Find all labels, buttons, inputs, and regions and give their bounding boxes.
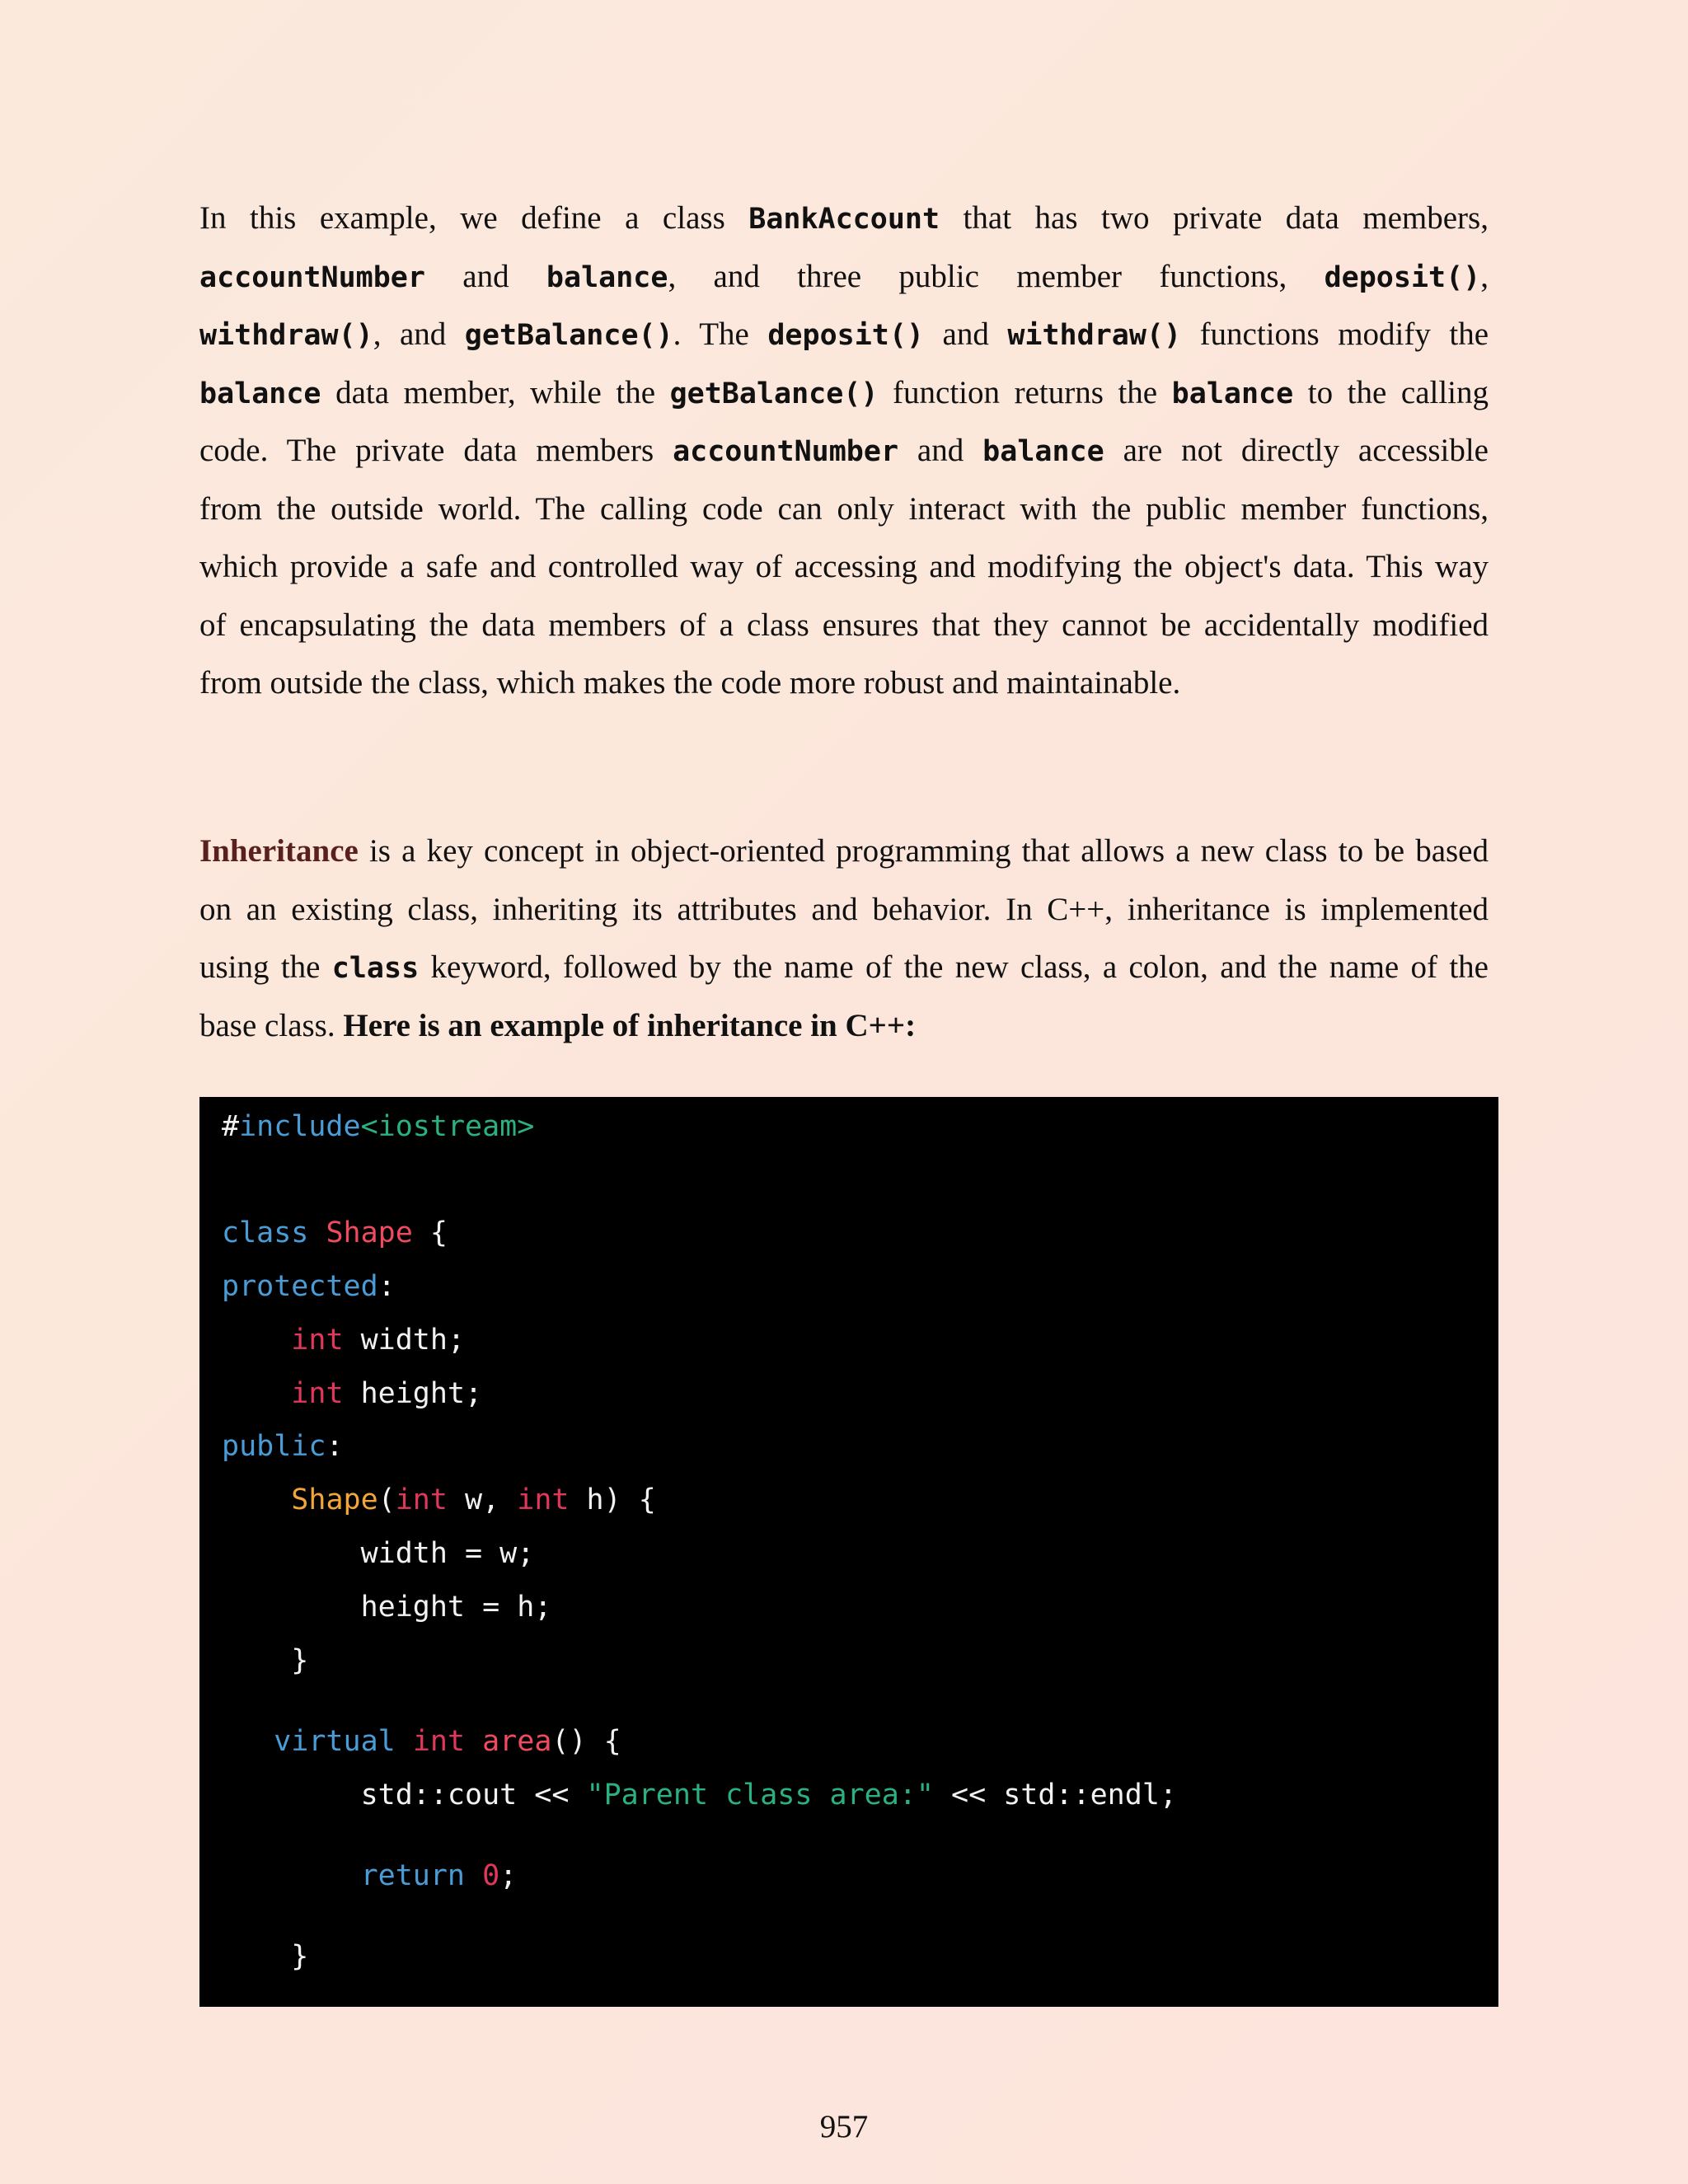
text-line — [199, 306, 1489, 364]
code-line — [222, 1108, 534, 1145]
page-number: 957 — [819, 2109, 869, 2144]
text-run: code. The private data members — [199, 433, 673, 468]
code-token: int — [412, 1725, 466, 1758]
code-line — [222, 1858, 517, 1894]
text-run: using the — [199, 949, 332, 985]
code-token: width; — [343, 1324, 466, 1357]
code-token: return — [360, 1859, 466, 1892]
text-line: from the outside world. The calling code can only interact with the public member functions, — [199, 490, 1489, 527]
code-token: int — [291, 1377, 344, 1410]
code-token — [396, 1725, 413, 1758]
code-line — [222, 1777, 1177, 1813]
text-line: which provide a safe and controlled way of accessing and modifying the object's data. This way — [199, 549, 1489, 584]
code-line: height = h; — [222, 1591, 552, 1624]
code-line — [222, 1215, 448, 1251]
text-line — [199, 997, 1489, 1056]
code-line: width = w; — [222, 1537, 535, 1570]
inline-code: getBalance() — [669, 377, 879, 410]
text-line — [199, 364, 1489, 423]
text-line — [199, 422, 1489, 480]
code-token — [465, 1859, 482, 1892]
inline-code: getBalance() — [464, 319, 673, 352]
text-run: keyword, followed by the name of the new class, a colon, and the name of the — [419, 949, 1489, 985]
code-block — [199, 1097, 1498, 2007]
code-token: class — [222, 1216, 309, 1249]
code-token: include — [239, 1110, 361, 1143]
text-run: and — [898, 433, 983, 468]
inline-code: balance — [546, 260, 668, 294]
code-token: int — [517, 1483, 570, 1516]
text-line — [199, 190, 1489, 248]
text-line: on an existing class, inheriting its attributes and behavior. In C++, inheritance is implemented — [199, 891, 1489, 927]
text-run: . The — [673, 316, 768, 352]
inline-code: deposit() — [1324, 260, 1481, 294]
text-line — [199, 939, 1489, 997]
code-token: std::cout << — [222, 1779, 587, 1811]
code-line — [222, 1268, 396, 1305]
code-token — [308, 1216, 326, 1249]
code-token: protected — [222, 1270, 378, 1303]
inline-code: accountNumber — [673, 435, 899, 468]
code-token: () { — [551, 1725, 621, 1758]
code-token: ; — [499, 1859, 518, 1892]
code-token: Shape — [291, 1483, 378, 1516]
code-token: h) { — [569, 1483, 656, 1516]
code-line: } — [222, 1644, 309, 1677]
inline-code: accountNumber — [199, 260, 425, 294]
code-token: ( — [377, 1483, 396, 1516]
code-token — [222, 1324, 291, 1357]
code-token: public — [222, 1430, 326, 1463]
code-token: : — [326, 1430, 344, 1463]
code-token — [222, 1377, 291, 1410]
code-token — [222, 1725, 274, 1758]
text-run: data member, while the — [321, 374, 670, 410]
code-line — [222, 1428, 344, 1465]
inline-code: class — [331, 952, 420, 985]
text-run: , — [1480, 258, 1489, 294]
code-token: area — [482, 1725, 552, 1758]
text-run: In this example, we define a class — [199, 200, 749, 236]
text-run: , and — [373, 316, 465, 352]
text-run: , and three public member functions, — [668, 258, 1325, 294]
code-line — [222, 1723, 621, 1760]
inline-code: balance — [199, 377, 321, 410]
inline-code: withdraw() — [199, 319, 373, 352]
text-run: function returns the — [878, 374, 1172, 410]
code-token: <iostream> — [360, 1110, 535, 1143]
code-token — [222, 1859, 361, 1892]
inline-code: BankAccount — [748, 203, 940, 236]
code-line: } — [222, 1940, 309, 1973]
inline-code: balance — [1171, 377, 1294, 410]
code-token: w, — [447, 1483, 518, 1516]
code-token — [465, 1725, 482, 1758]
code-line — [222, 1376, 482, 1412]
code-token: # — [222, 1110, 240, 1143]
bold-lead-in: Here is an example of inheritance in C++: — [343, 1007, 917, 1043]
text-run: to the calling — [1293, 374, 1489, 410]
code-token: "Parent class area:" — [586, 1779, 934, 1811]
text-line: from outside the class, which makes the code more robust and maintainable. — [199, 665, 1181, 701]
code-token: height; — [343, 1377, 483, 1410]
text-line — [199, 248, 1489, 307]
text-run: and — [924, 316, 1008, 352]
code-token: int — [395, 1483, 448, 1516]
term-highlight: Inheritance — [199, 833, 359, 869]
code-token: 0 — [482, 1859, 500, 1892]
code-line — [222, 1322, 465, 1358]
inline-code: withdraw() — [1007, 319, 1182, 352]
code-line — [222, 1482, 656, 1518]
text-run: base class. — [199, 1007, 344, 1043]
text-run: are not directly accessible — [1104, 433, 1489, 468]
text-run: is a key concept in object-oriented programming that allows a new class to be based — [358, 833, 1489, 869]
text-run: and — [424, 258, 546, 294]
code-token: virtual — [274, 1725, 396, 1758]
text-line — [199, 823, 1489, 881]
text-run: that has two private data members, — [940, 200, 1489, 236]
inheritance-paragraph — [199, 823, 1489, 1055]
encapsulation-paragraph — [199, 190, 1489, 713]
code-token — [222, 1483, 291, 1516]
code-token: : — [377, 1270, 396, 1303]
code-token: { — [412, 1216, 448, 1249]
text-run: functions modify the — [1181, 316, 1489, 352]
inline-code: deposit() — [767, 319, 925, 352]
code-token: << std::endl; — [933, 1779, 1177, 1811]
inline-code: balance — [982, 435, 1104, 468]
code-token: Shape — [326, 1216, 413, 1249]
text-line: of encapsulating the data members of a class ensures that they cannot be accidentally modified — [199, 607, 1489, 643]
code-token: int — [291, 1324, 344, 1357]
